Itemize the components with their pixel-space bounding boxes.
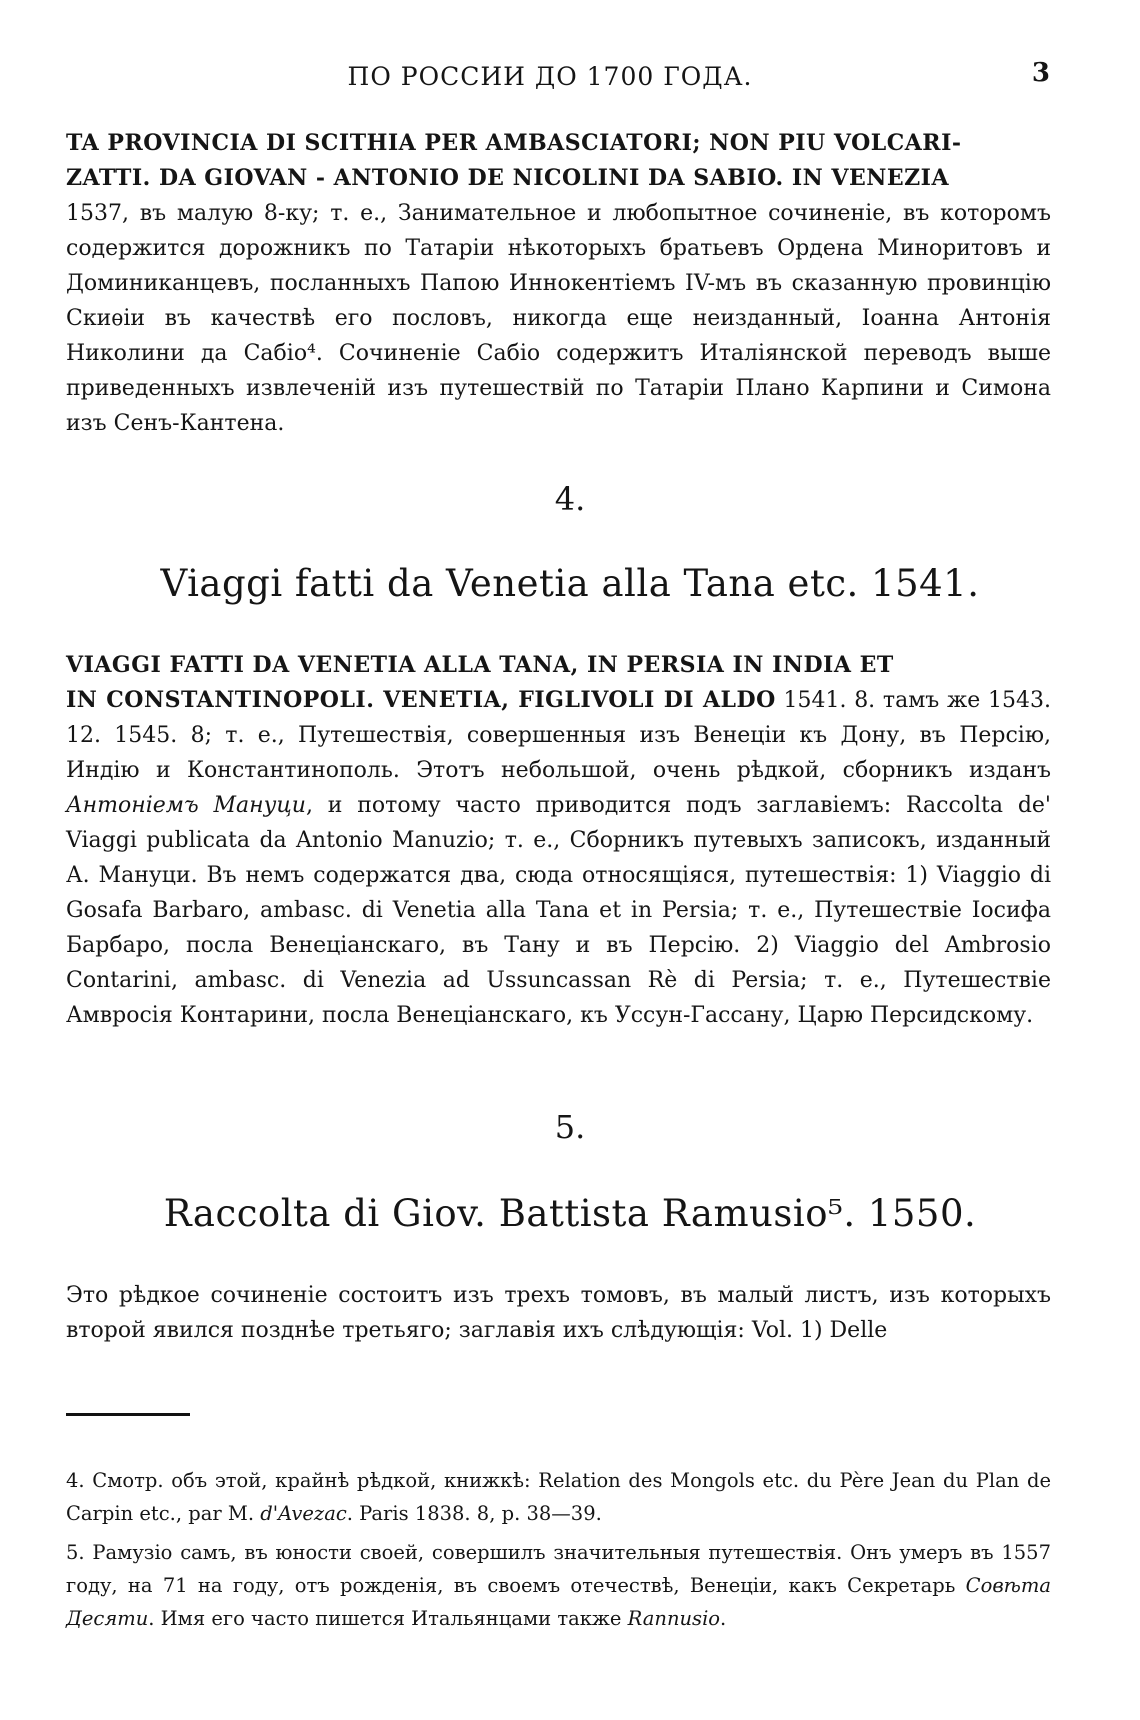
section5-body xyxy=(66,1278,1051,1348)
footnote-5 xyxy=(66,1536,1051,1635)
section4-text-italic: Антоніемъ Мануци xyxy=(66,793,306,818)
footnote-4-italic: d'Avezac xyxy=(260,1502,347,1525)
section4-caps-line2: IN CONSTANTINOPOLI. VENETIA, FIGLIVOLI DI ALDO xyxy=(66,687,776,713)
section5-title: Raccolta di Giov. Battista Ramusio⁵. 1550. xyxy=(163,1192,977,1235)
continuation-text: 1537, въ малую 8-ку; т. е., Занимательное и любопытное сочиненіе, въ которомъ содержится дорожникъ по Татаріи нѣкоторыхъ братьевъ Ордена Миноритовъ и Доминиканцевъ, посланныхъ Папою Иннокентіемъ IV-мъ въ сказанную провинцію Скиѳіи въ качествѣ его пословъ, никогда еще неизданный, Іоанна Антонія Николини да Сабіо⁴. Сочиненіе Сабіо содержитъ Италіянской переводъ выше приведенныхъ извлеченій изъ путешествій по Татаріи Плано Карпини и Симона изъ Сенъ-Кантена. xyxy=(66,201,1051,436)
section4-number: 4. xyxy=(554,480,586,518)
section4-text-start: 1541. 8. тамъ же 1543. 12. 1545. 8; т. е., Путешествія, совершенныя изъ Венеціи къ Дону, въ Персію, Индію и Константинополь. Этотъ небольшой, очень рѣдкой, сборникъ изданъ xyxy=(66,688,1051,783)
continuation-caps-line2: ZATTI. DA GIOVAN - ANTONIO DE NICOLINI DA SABIO. IN VENEZIA xyxy=(66,165,950,191)
continuation-caps-line1: TA PROVINCIA DI SCITHIA PER AMBASCIATORI; NON PIU VOLCARI- xyxy=(66,130,962,156)
running-title: ПО РОССИИ ДО 1700 ГОДА. xyxy=(347,62,753,91)
section4-text-end: , и потому часто приводится подъ заглавіемъ: Raccolta de' Viaggi publicata da Antonio Manuzio; т. е., Сборникъ путевыхъ записокъ, изданный А. Мануци. Въ немъ содержатся два, сюда относящіяся, путешествія: 1) Viaggio di Gosafa Barbaro, ambasc. di Venetia alla Tana et in Persia; т. е., Путешествіе Іосифа Барбаро, посла Венеціанскаго, въ Тану и въ Персію. 2) Viaggio del Ambrosio Contarini, ambasc. di Venezia ad Ussuncassan Rè di Persia; т. е., Путешествіе Амвросія Контарини, посла Венеціанскаго, къ Уссун-Гассану, Царю Персидскому. xyxy=(66,793,1051,1028)
footnotes xyxy=(66,1464,1051,1635)
footnote-5-text-a: Рамузіо самъ, въ юности своей, совершилъ значительныя путешествія. Онъ умеръ въ 1557 году, на 71 на году, отъ рожденія, въ своемъ отечествѣ, Венеціи, какъ Секретарь xyxy=(66,1541,1051,1597)
section5-text: Это рѣдкое сочиненіе состоитъ изъ трехъ томовъ, въ малый листъ, изъ которыхъ второй явился позднѣе третьяго; заглавія ихъ слѣдующія: Vol. 1) Delle xyxy=(66,1283,1051,1343)
footnote-5-text-c: . xyxy=(720,1607,727,1630)
section3-continuation xyxy=(66,126,1051,441)
footnote-5-italic2: Rannusio xyxy=(627,1607,721,1630)
section4-caps-line1: VIAGGI FATTI DA VENETIA ALLA TANA, IN PERSIA IN INDIA ET xyxy=(66,652,894,678)
footnote-rule xyxy=(66,1413,190,1416)
footnote-5-italic: Совѣта Десяти xyxy=(66,1574,1051,1630)
section4-body xyxy=(66,648,1051,1033)
footnote-5-mark: 5. xyxy=(66,1541,85,1564)
footnote-4 xyxy=(66,1464,1051,1530)
footnote-4-mark: 4. xyxy=(66,1469,85,1492)
footnote-4-text-b: . Paris 1838. 8, p. 38—39. xyxy=(346,1502,602,1525)
page-number: 3 xyxy=(1031,58,1050,88)
footnote-5-text-b: . Имя его часто пишется Итальянцами также xyxy=(148,1607,628,1630)
section5-number: 5. xyxy=(554,1108,586,1146)
section4-paragraph xyxy=(66,683,1051,1033)
section4-title: Viaggi fatti da Venetia alla Tana etc. 1541. xyxy=(160,562,980,605)
footnote-4-text-a: Смотр. объ этой, крайнѣ рѣдкой, книжкѣ: Relation des Mongols etc. du Père Jean du Plan de Carpin etc., par M. xyxy=(66,1469,1051,1525)
